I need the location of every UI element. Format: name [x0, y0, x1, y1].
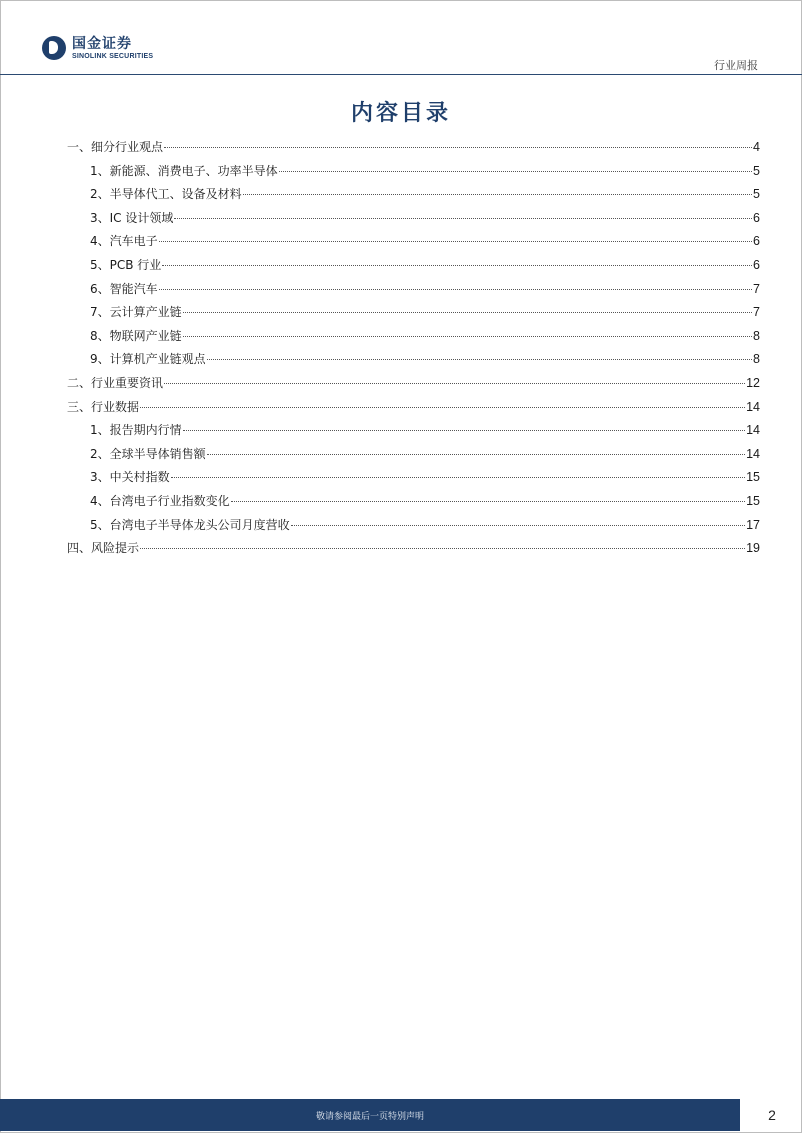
- toc-entry[interactable]: [67, 162, 760, 186]
- toc-dot-leader: [243, 194, 752, 195]
- toc-entry[interactable]: [67, 445, 760, 469]
- toc-entry[interactable]: [67, 185, 760, 209]
- toc-dot-leader: [159, 289, 752, 290]
- disclaimer-note: 敬请参阅最后一页特别声明: [315, 1111, 424, 1122]
- toc-entry-label: 1、新能源、消费电子、功率半导体: [90, 163, 278, 178]
- toc-dot-leader: [140, 407, 745, 408]
- toc-entry-page: 7: [753, 305, 760, 320]
- toc-dot-leader: [164, 147, 752, 148]
- toc-entry-page: 14: [746, 399, 760, 414]
- toc-dot-leader: [140, 548, 745, 549]
- toc-entry[interactable]: [67, 539, 760, 563]
- company-logo: [42, 33, 153, 63]
- toc-dot-leader: [279, 171, 752, 172]
- page-number: 2: [768, 1107, 776, 1123]
- toc-entry[interactable]: [67, 398, 760, 422]
- toc-entry-page: 8: [753, 328, 760, 343]
- toc-entry-label: 9、计算机产业链观点: [90, 352, 206, 367]
- toc-entry-label: 7、云计算产业链: [90, 305, 182, 320]
- header-divider: [0, 74, 802, 75]
- toc-dot-leader: [164, 383, 745, 384]
- logo-chinese-name: 国金证券: [72, 35, 132, 52]
- toc-entry[interactable]: [67, 209, 760, 233]
- logo-english-name: SINOLINK SECURITIES: [72, 52, 154, 60]
- toc-entry-label: 8、物联网产业链: [90, 328, 182, 343]
- toc-entry[interactable]: [67, 303, 760, 327]
- toc-entry-page: 12: [746, 375, 760, 390]
- toc-entry-page: 5: [753, 187, 760, 202]
- toc-entry-label: 5、台湾电子半导体龙头公司月度营收: [90, 517, 290, 532]
- toc-entry-page: 14: [746, 423, 760, 438]
- toc-entry-label: 2、半导体代工、设备及材料: [90, 187, 242, 202]
- table-of-contents: [67, 138, 760, 563]
- report-type: 行业周报: [714, 59, 758, 72]
- toc-dot-leader: [159, 241, 752, 242]
- toc-entry-label: 四、风险提示: [67, 541, 140, 556]
- toc-entry-page: 6: [753, 257, 760, 272]
- toc-dot-leader: [171, 477, 745, 478]
- toc-entry-label: 1、报告期内行情: [90, 423, 182, 438]
- toc-entry[interactable]: [67, 138, 760, 162]
- toc-dot-leader: [207, 359, 752, 360]
- toc-entry-label: 2、全球半导体销售额: [90, 446, 206, 461]
- toc-entry[interactable]: [67, 468, 760, 492]
- toc-dot-leader: [183, 312, 752, 313]
- toc-entry-page: 6: [753, 210, 760, 225]
- toc-entry-label: 三、行业数据: [67, 399, 140, 414]
- toc-entry-label: 二、行业重要资讯: [67, 375, 164, 390]
- toc-entry-label: 4、台湾电子行业指数变化: [90, 493, 230, 508]
- toc-entry-label: 一、细分行业观点: [67, 140, 164, 154]
- toc-entry[interactable]: [67, 374, 760, 398]
- toc-entry-page: 4: [753, 140, 760, 154]
- toc-entry[interactable]: [67, 232, 760, 256]
- toc-dot-leader: [174, 218, 752, 219]
- logo-text: [72, 37, 153, 60]
- toc-entry[interactable]: [67, 280, 760, 304]
- toc-entry-page: 8: [753, 352, 760, 367]
- toc-entry-page: 17: [746, 517, 760, 532]
- toc-entry-page: 15: [746, 493, 760, 508]
- toc-entry[interactable]: [67, 350, 760, 374]
- toc-entry-page: 14: [746, 446, 760, 461]
- toc-entry-label: 3、IC 设计领域: [90, 210, 174, 225]
- toc-entry-page: 5: [753, 163, 760, 178]
- toc-entry-page: 19: [746, 541, 760, 556]
- toc-entry-label: 3、中关村指数: [90, 470, 170, 485]
- toc-entry-page: 7: [753, 281, 760, 296]
- toc-entry-page: 15: [746, 470, 760, 485]
- footer-bar: [0, 1099, 740, 1131]
- logo-mark-icon: [42, 36, 66, 60]
- toc-entry[interactable]: [67, 421, 760, 445]
- toc-entry-page: 6: [753, 234, 760, 249]
- toc-entry[interactable]: [67, 492, 760, 516]
- toc-dot-leader: [162, 265, 752, 266]
- toc-dot-leader: [207, 454, 745, 455]
- toc-entry-label: 6、智能汽车: [90, 281, 158, 296]
- toc-dot-leader: [231, 501, 745, 502]
- toc-dot-leader: [291, 525, 745, 526]
- toc-entry-label: 4、汽车电子: [90, 234, 158, 249]
- toc-entry-label: 5、PCB 行业: [90, 257, 162, 272]
- toc-title: 内容目录: [350, 101, 451, 126]
- toc-dot-leader: [183, 430, 745, 431]
- toc-entry[interactable]: [67, 516, 760, 540]
- toc-entry[interactable]: [67, 256, 760, 280]
- toc-entry[interactable]: [67, 327, 760, 351]
- toc-dot-leader: [183, 336, 752, 337]
